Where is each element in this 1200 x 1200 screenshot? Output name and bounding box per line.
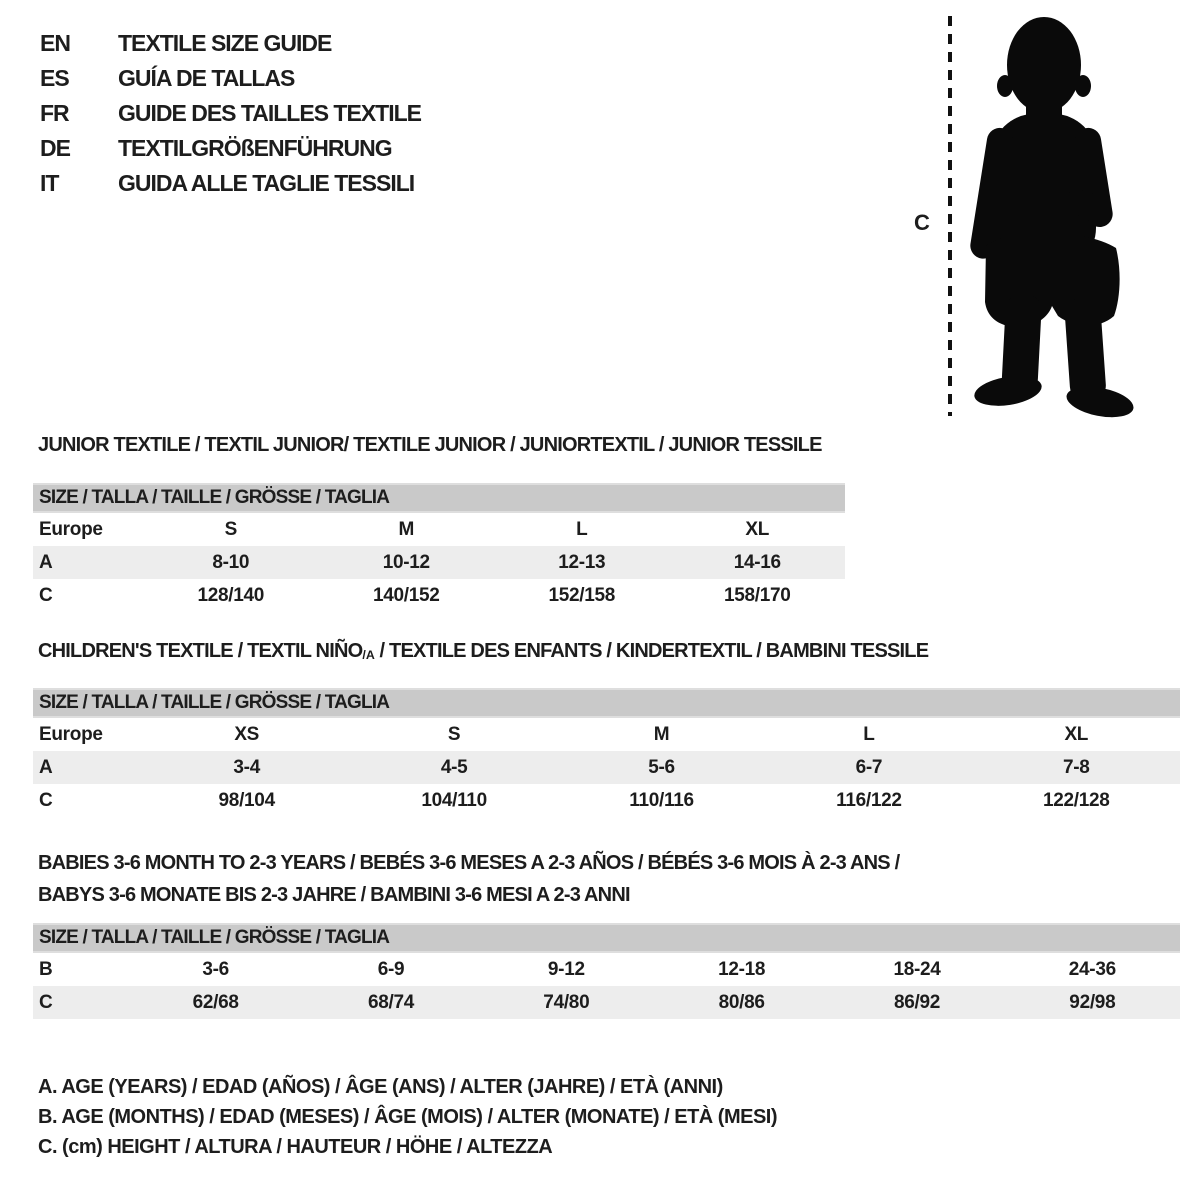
table-cell: 92/98 — [1069, 991, 1116, 1013]
language-row — [40, 131, 421, 166]
table-row — [33, 546, 845, 579]
measurement-legend — [38, 1072, 777, 1162]
row-label: Europe — [39, 723, 103, 745]
row-label: C — [39, 991, 53, 1013]
language-code: ES — [40, 65, 69, 91]
table-cell: XS — [234, 723, 260, 745]
row-label: A — [39, 551, 53, 573]
table-cell: 116/122 — [836, 789, 902, 811]
language-guide-title: GUIDE DES TAILLES TEXTILE — [118, 100, 421, 126]
language-title-list — [40, 26, 421, 201]
table-cell: 74/80 — [543, 991, 590, 1013]
table-cell: 98/104 — [218, 789, 275, 811]
table-cell: XL — [1064, 723, 1089, 745]
language-code: EN — [40, 30, 70, 56]
language-guide-title: GUIDA ALLE TAGLIE TESSILI — [118, 170, 415, 196]
table-cell: 5-6 — [648, 756, 675, 778]
table-cell: 62/68 — [192, 991, 239, 1013]
children-title-rest: / TEXTILE DES ENFANTS / KINDERTEXTIL / BAMBINI TESSILE — [374, 640, 929, 662]
row-label: C — [39, 789, 53, 811]
table-cell: 8-10 — [212, 551, 250, 573]
table-cell: L — [863, 723, 875, 745]
table-cell: 86/92 — [893, 991, 941, 1013]
children-size-header-bar: SIZE / TALLA / TAILLE / GRÖSSE / TAGLIA — [33, 688, 1180, 718]
baby-silhouette-icon — [962, 10, 1142, 420]
junior-section-title: JUNIOR TEXTILE / TEXTIL JUNIOR/ TEXTILE JUNIOR / JUNIORTEXTIL / JUNIOR TESSILE — [38, 434, 822, 456]
children-size-table — [33, 688, 1180, 817]
table-cell: 12-18 — [718, 958, 766, 980]
table-cell: 122/128 — [1042, 789, 1110, 811]
table-cell: M — [653, 723, 670, 745]
table-cell: M — [398, 518, 415, 540]
table-cell: 24-36 — [1068, 958, 1116, 980]
language-code: FR — [40, 100, 69, 126]
language-row — [40, 61, 421, 96]
children-title-main: CHILDREN'S TEXTILE / TEXTIL NIÑO — [38, 640, 363, 662]
table-cell: L — [576, 518, 588, 540]
row-label: C — [39, 584, 53, 606]
table-cell: 140/152 — [372, 584, 440, 606]
table-row — [33, 751, 1180, 784]
language-code: DE — [40, 135, 70, 161]
language-row — [40, 166, 421, 201]
babies-title-line1: BABIES 3-6 MONTH TO 2-3 YEARS / BEBÉS 3-6 MESES A 2-3 AÑOS / BÉBÉS 3-6 MOIS À 2-3 ANS / — [38, 852, 900, 874]
language-code: IT — [40, 170, 59, 196]
language-guide-title: TEXTILE SIZE GUIDE — [118, 30, 332, 56]
table-cell: 6-7 — [855, 756, 883, 778]
language-guide-title: TEXTILGRÖßENFÜHRUNG — [118, 135, 392, 161]
table-cell: 152/158 — [548, 584, 616, 606]
table-cell: 3-4 — [233, 756, 260, 778]
right-ear — [1075, 75, 1091, 97]
language-row — [40, 96, 421, 131]
row-label: A — [39, 756, 53, 778]
table-cell: 14-16 — [733, 551, 781, 573]
legend-line-c: C. (cm) HEIGHT / ALTURA / HAUTEUR / HÖHE / ALTEZZA — [38, 1136, 553, 1158]
babies-size-table — [33, 923, 1180, 1019]
children-section-title — [38, 640, 928, 663]
table-row — [33, 718, 1180, 751]
legend-line-a: A. AGE (YEARS) / EDAD (AÑOS) / ÂGE (ANS) / ALTER (JAHRE) / ETÀ (ANNI) — [38, 1076, 723, 1098]
table-cell: 10-12 — [382, 551, 430, 573]
height-measure-label: C — [914, 210, 930, 235]
left-ear — [997, 75, 1013, 97]
table-cell: 80/86 — [718, 991, 765, 1013]
row-label: Europe — [39, 518, 103, 540]
table-cell: S — [447, 723, 461, 745]
table-row — [33, 513, 845, 546]
junior-size-header-bar: SIZE / TALLA / TAILLE / GRÖSSE / TAGLIA — [33, 483, 845, 513]
table-row — [33, 579, 845, 612]
height-measure-line — [946, 16, 954, 416]
table-cell: 3-6 — [202, 958, 229, 980]
language-guide-title: GUÍA DE TALLAS — [118, 65, 295, 91]
babies-title-line2: BABYS 3-6 MONATE BIS 2-3 JAHRE / BAMBINI 3-6 MESI A 2-3 ANNI — [38, 884, 630, 906]
table-cell: 9-12 — [547, 958, 585, 980]
table-cell: 68/74 — [367, 991, 415, 1013]
table-cell: 18-24 — [893, 958, 941, 980]
table-cell: 128/140 — [197, 584, 265, 606]
table-cell: 7-8 — [1063, 756, 1090, 778]
table-cell: XL — [745, 518, 770, 540]
table-cell: 12-13 — [558, 551, 606, 573]
table-cell: 4-5 — [440, 756, 468, 778]
table-cell: 104/110 — [421, 789, 487, 811]
table-row — [33, 953, 1180, 986]
row-label: B — [39, 958, 53, 980]
table-cell: 158/170 — [723, 584, 791, 606]
children-title-sub: /A — [362, 648, 375, 663]
babies-section-title — [38, 847, 899, 911]
table-cell: S — [224, 518, 237, 540]
table-row — [33, 986, 1180, 1019]
table-row — [33, 784, 1180, 817]
language-row — [40, 26, 421, 61]
legend-line-b: B. AGE (MONTHS) / EDAD (MESES) / ÂGE (MOIS) / ALTER (MONATE) / ETÀ (MESI) — [38, 1106, 778, 1128]
table-cell: 110/116 — [629, 789, 694, 811]
junior-size-table — [33, 483, 845, 612]
babies-size-header-bar: SIZE / TALLA / TAILLE / GRÖSSE / TAGLIA — [33, 923, 1180, 953]
table-cell: 6-9 — [377, 958, 405, 980]
